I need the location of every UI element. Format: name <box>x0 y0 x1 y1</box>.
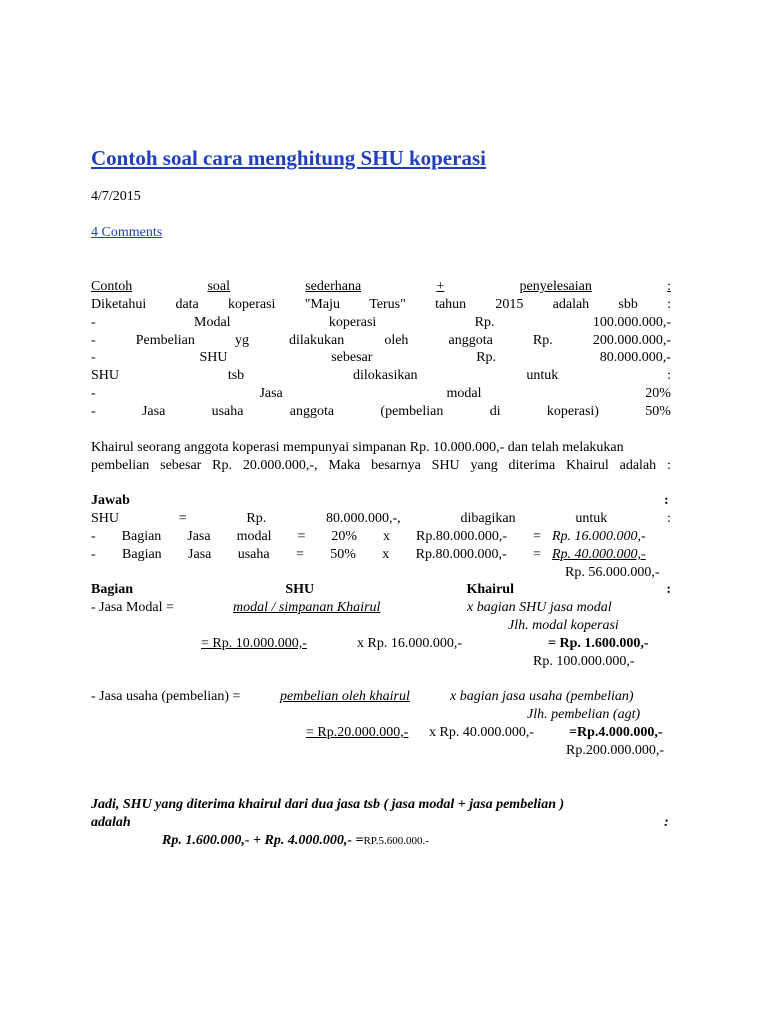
word: besarnya <box>371 458 421 473</box>
jasa-usaha-calc-b: x Rp. 40.000.000,- <box>429 725 534 740</box>
word: oleh <box>384 333 409 348</box>
intro-line-8 <box>91 404 671 422</box>
word: = <box>178 511 187 526</box>
word: dilokasikan <box>353 368 418 383</box>
answer-heading-colon: : <box>664 493 669 508</box>
word: Pembelian <box>135 333 195 348</box>
word: x <box>382 547 390 562</box>
word: : <box>666 582 671 597</box>
word: 100.000.000,- <box>592 315 671 330</box>
word: x <box>383 529 391 544</box>
jasa-usaha-denom: Rp.200.000.000,- <box>566 743 664 758</box>
jasa-modal-fraction: modal / simpanan Khairul <box>233 600 381 615</box>
word: Rp. <box>246 511 267 526</box>
comments-link[interactable]: 4 Comments <box>91 225 163 240</box>
word: Rp.80.000.000,- <box>416 529 508 544</box>
answer-total: Rp. 56.000.000,- <box>565 565 660 580</box>
word: tahun <box>435 297 467 312</box>
conclusion-sum: Rp. 1.600.000,- + Rp. 4.000.000,- = <box>162 833 364 848</box>
word: Jasa <box>188 547 212 562</box>
article-title-link[interactable]: Contoh soal cara menghitung SHU koperasi <box>91 146 486 170</box>
word: Bagian <box>121 529 162 544</box>
word: Rp. <box>476 350 497 365</box>
word: sbb <box>618 297 638 312</box>
conclusion-result: RP.5.600.000.- <box>363 835 429 847</box>
word: : <box>667 511 671 526</box>
word: sebesar <box>160 458 202 473</box>
word: (pembelian <box>380 404 444 419</box>
word: anggota <box>289 404 335 419</box>
answer-modal-line <box>91 529 541 547</box>
word: untuk <box>575 511 608 526</box>
word: 2015 <box>495 297 524 312</box>
word: Rp. <box>474 315 495 330</box>
conclusion-line-1: Jadi, SHU yang diterima khairul dari dua jasa tsb ( jasa modal + jasa pembelian ) <box>91 797 565 812</box>
word: - <box>91 547 96 562</box>
word: 50% <box>645 404 671 419</box>
word: penyelesaian <box>519 279 592 294</box>
word: = <box>533 547 541 562</box>
question-line-1: Khairul seorang anggota koperasi mempunyai simpanan Rp. 10.000.000,- dan telah melakukan <box>91 440 624 455</box>
word: usaha <box>211 404 244 419</box>
word: dibagikan <box>460 511 516 526</box>
word: koperasi <box>328 315 377 330</box>
word: : <box>666 458 671 473</box>
word: Jasa <box>187 529 211 544</box>
word: - <box>91 315 96 330</box>
post-date: 4/7/2015 <box>91 189 141 204</box>
word: dilakukan <box>289 333 345 348</box>
word: Bagian <box>91 582 134 597</box>
jasa-usaha-result: =Rp.4.000.000,- <box>569 725 663 740</box>
word: Rp. <box>212 458 233 473</box>
word: - <box>91 529 96 544</box>
jasa-usaha-label: - Jasa usaha (pembelian) = <box>91 689 241 704</box>
word: Jasa <box>141 404 166 419</box>
word: Diketahui <box>91 297 147 312</box>
answer-shu-line <box>91 511 671 529</box>
word: - <box>91 386 96 401</box>
word: SHU <box>91 511 120 526</box>
jasa-modal-calc-a: = Rp. 10.000.000,- <box>201 636 307 651</box>
word: Contoh <box>91 279 133 294</box>
word: Modal <box>194 315 231 330</box>
jasa-modal-calc-b: x Rp. 16.000.000,- <box>357 636 462 651</box>
word: di <box>489 404 501 419</box>
jasa-usaha-denom-label: Jlh. pembelian (agt) <box>527 707 641 722</box>
intro-line-1 <box>91 279 671 297</box>
word: diterima <box>508 458 556 473</box>
word: + <box>436 279 445 294</box>
word: 50% <box>330 547 356 562</box>
intro-line-6 <box>91 368 671 386</box>
intro-line-7 <box>91 386 671 404</box>
jasa-usaha-rest: x bagian jasa usaha (pembelian) <box>450 689 634 704</box>
word: tsb <box>227 368 245 383</box>
word: koperasi <box>228 297 276 312</box>
answer-usaha-line <box>91 547 541 565</box>
word: usaha <box>237 547 270 562</box>
jasa-modal-rest: x bagian SHU jasa modal <box>467 600 612 615</box>
word: - <box>91 350 96 365</box>
word: Rp. <box>532 333 553 348</box>
jasa-usaha-fraction: pembelian oleh khairul <box>280 689 410 704</box>
jasa-modal-label: - Jasa Modal = <box>91 600 174 615</box>
word: SHU <box>285 582 315 597</box>
question-line-2 <box>91 458 671 476</box>
word: adalah <box>619 458 657 473</box>
word: Khairul <box>466 582 514 597</box>
word: sederhana <box>305 279 362 294</box>
intro-line-3 <box>91 315 671 333</box>
word: adalah <box>552 297 590 312</box>
word: Maka <box>328 458 361 473</box>
word: modal <box>446 386 482 401</box>
bagian-heading <box>91 582 671 600</box>
word: koperasi) <box>546 404 599 419</box>
word: 20% <box>645 386 671 401</box>
word: : <box>667 297 671 312</box>
word: = <box>295 547 304 562</box>
word: : <box>667 368 671 383</box>
jasa-modal-denom-label: Jlh. modal koperasi <box>508 618 619 633</box>
word: : <box>667 279 671 294</box>
jasa-usaha-calc-a: = Rp.20.000.000,- <box>306 725 409 740</box>
intro-line-5 <box>91 350 671 368</box>
word: yg <box>234 333 249 348</box>
word: SHU <box>199 350 228 365</box>
intro-line-2 <box>91 297 671 315</box>
conclusion-line-2: adalah <box>91 815 131 830</box>
word: soal <box>207 279 231 294</box>
word: data <box>175 297 199 312</box>
word: Bagian <box>122 547 162 562</box>
word: - <box>91 404 96 419</box>
intro-line-4 <box>91 333 671 351</box>
answer-heading: Jawab <box>91 493 130 508</box>
word: = <box>297 529 306 544</box>
word: Jasa <box>259 386 283 401</box>
word: anggota <box>448 333 493 348</box>
conclusion-total <box>162 833 429 849</box>
word: 20.000.000,-, <box>242 458 318 473</box>
answer-modal-result: Rp. 16.000.000,- <box>552 529 646 544</box>
word: "Maju <box>304 297 340 312</box>
word: Rp.80.000.000,- <box>415 547 507 562</box>
word: 80.000.000,-, <box>326 511 401 526</box>
jasa-modal-result: = Rp. 1.600.000,- <box>548 636 649 651</box>
word: Khairul <box>566 458 609 473</box>
word: modal <box>236 529 272 544</box>
word: SHU <box>431 458 460 473</box>
word: yang <box>470 458 498 473</box>
word: sebesar <box>331 350 373 365</box>
jasa-modal-denom: Rp. 100.000.000,- <box>533 654 635 669</box>
word: 200.000.000,- <box>592 333 671 348</box>
word: - <box>91 333 96 348</box>
word: pembelian <box>91 458 150 473</box>
answer-usaha-result: Rp. 40.000.000,- <box>552 547 646 562</box>
conclusion-colon: : <box>664 815 669 830</box>
word: untuk <box>526 368 559 383</box>
word: 80.000.000,- <box>599 350 671 365</box>
word: 20% <box>331 529 358 544</box>
word: Terus" <box>369 297 406 312</box>
word: = <box>532 529 541 544</box>
word: SHU <box>91 368 120 383</box>
